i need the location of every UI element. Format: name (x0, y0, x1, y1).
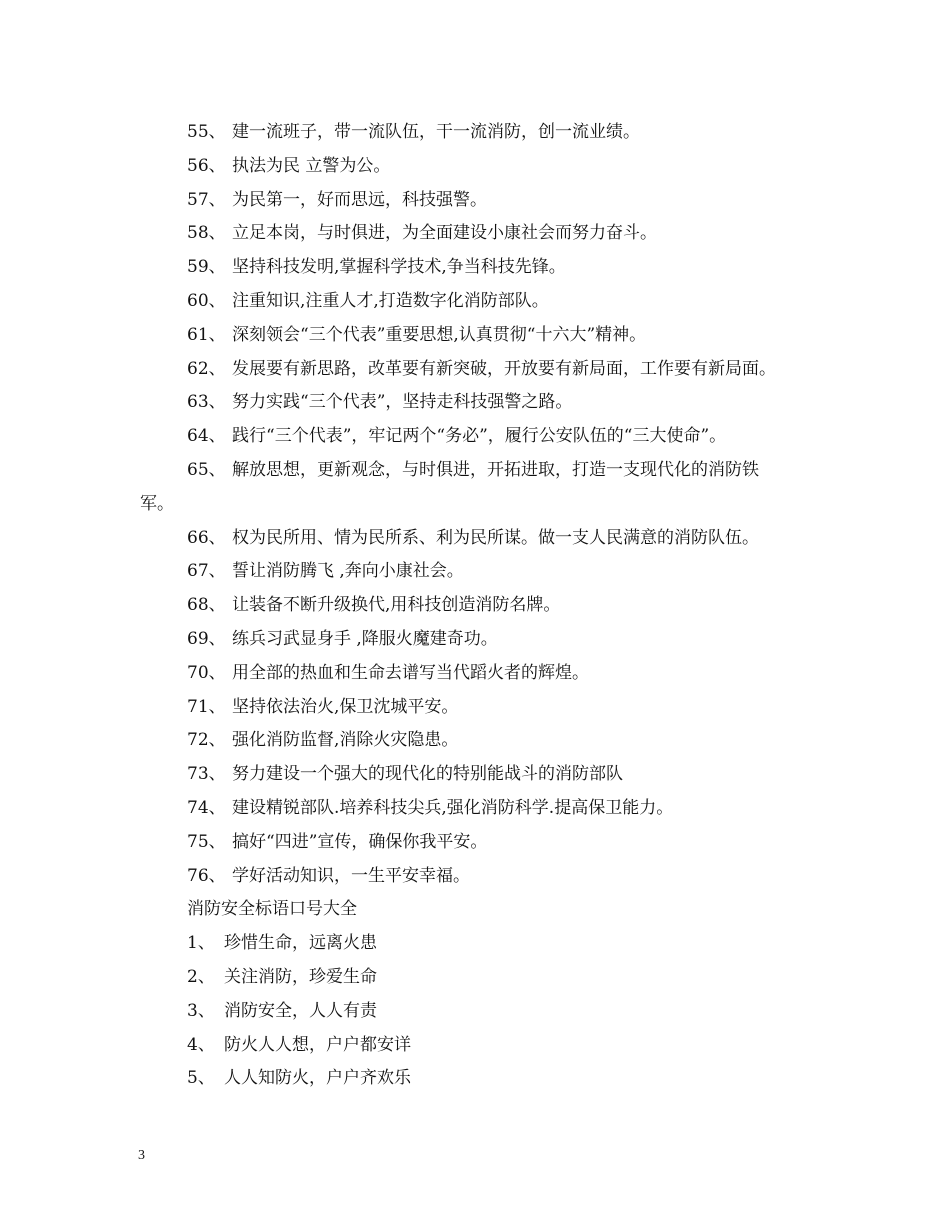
item-number: 59、 (187, 257, 226, 278)
list-item (140, 150, 830, 184)
item-text: 消防安全，人人有责 (224, 1000, 377, 1021)
item-text: 让装备不断升级换代,用科技创造消防名牌。 (232, 595, 561, 616)
list-item (140, 420, 830, 454)
item-number: 4、 (187, 1034, 215, 1055)
list-item (140, 792, 830, 826)
item-number: 75、 (187, 831, 226, 852)
item-text: 执法为民 立警为公。 (232, 155, 391, 176)
list-item (140, 319, 830, 353)
item-text: 强化消防监督,消除火灾隐患。 (232, 730, 459, 751)
item-text: 搞好“四进”宣传，确保你我平安。 (232, 831, 488, 852)
item-text: 深刻领会“三个代表”重要思想,认真贯彻“十六大”精神。 (232, 324, 647, 345)
item-text: 关注消防，珍爱生命 (224, 966, 377, 987)
section-heading: 消防安全标语口号大全 (187, 899, 357, 920)
item-text: 防火人人想，户户都安详 (224, 1034, 411, 1055)
item-text: 人人知防火，户户齐欢乐 (224, 1068, 411, 1089)
list-item (140, 623, 830, 657)
item-text: 珍惜生命，远离火患 (224, 933, 377, 954)
list-item (140, 826, 830, 860)
item-number: 71、 (187, 696, 226, 717)
item-text: 为民第一，好而思远，科技强警。 (232, 189, 487, 210)
item-number: 62、 (187, 358, 226, 379)
item-text: 解放思想，更新观念，与时俱进，开拓进取，打造一支现代化的消防铁 (232, 459, 759, 480)
item-number: 63、 (187, 392, 226, 413)
item-text: 建设精锐部队.培养科技尖兵,强化消防科学.提高保卫能力。 (232, 797, 674, 818)
list-item (140, 522, 830, 556)
item-text: 立足本岗，与时俱进，为全面建设小康社会而努力奋斗。 (232, 223, 657, 244)
item-number: 1、 (187, 933, 215, 954)
list-item (140, 927, 830, 961)
item-number: 68、 (187, 595, 226, 616)
item-number: 5、 (187, 1068, 215, 1089)
item-text: 用全部的热血和生命去谱写当代蹈火者的辉煌。 (232, 662, 589, 683)
item-number: 67、 (187, 561, 226, 582)
list-item (140, 758, 830, 792)
item-text: 学好活动知识，一生平安幸福。 (232, 865, 470, 886)
item-number: 72、 (187, 730, 226, 751)
item-number: 56、 (187, 155, 226, 176)
page-content (140, 116, 830, 1096)
item-text: 誓让消防腾飞 ,奔向小康社会。 (232, 561, 464, 582)
list-item (140, 860, 830, 894)
item-number: 64、 (187, 426, 226, 447)
item-text: 注重知识,注重人才,打造数字化消防部队。 (232, 290, 549, 311)
item-number: 60、 (187, 290, 226, 311)
list-item (140, 589, 830, 623)
list-item (140, 1062, 830, 1096)
item-number: 61、 (187, 324, 226, 345)
list-item (140, 454, 830, 488)
list-item (140, 724, 830, 758)
list-item (140, 353, 830, 387)
item-number: 3、 (187, 1000, 215, 1021)
list-item (140, 691, 830, 725)
list-item (140, 961, 830, 995)
list-item (140, 217, 830, 251)
item-text: 践行“三个代表”，牢记两个“务必”，履行公安队伍的“三大使命”。 (232, 426, 727, 447)
list-item (140, 386, 830, 420)
item-number: 66、 (187, 527, 226, 548)
item-number: 76、 (187, 865, 226, 886)
item-text: 努力实践“三个代表”，坚持走科技强警之路。 (232, 392, 573, 413)
item-text: 坚持科技发明,掌握科学技术,争当科技先锋。 (232, 257, 566, 278)
item-number: 73、 (187, 764, 226, 785)
item-text: 坚持依法治火,保卫沈城平安。 (232, 696, 459, 717)
list-item (140, 555, 830, 589)
item-number: 58、 (187, 223, 226, 244)
item-number: 55、 (187, 122, 226, 142)
list-item (140, 251, 830, 285)
list-item (140, 995, 830, 1029)
list-item (140, 657, 830, 691)
item-text: 练兵习武显身手 ,降服火魔建奇功。 (232, 628, 498, 649)
item-number: 69、 (187, 628, 226, 649)
item-number: 2、 (187, 966, 215, 987)
list-item (140, 1029, 830, 1063)
item-number: 74、 (187, 797, 226, 818)
page-number: 3 (138, 1148, 145, 1163)
list-item (140, 184, 830, 218)
item-text: 发展要有新思路，改革要有新突破，开放要有新局面，工作要有新局面。 (232, 358, 776, 379)
item-number: 65、 (187, 459, 226, 480)
list-item (140, 285, 830, 319)
item-text: 建一流班子，带一流队伍，干一流消防，创一流业绩。 (232, 122, 640, 142)
list-item-continuation: 军。 (140, 493, 174, 514)
item-text: 努力建设一个强大的现代化的特别能战斗的消防部队 (232, 764, 623, 785)
item-text: 权为民所用、情为民所系、利为民所谋。做一支人民满意的消防队伍。 (232, 527, 759, 548)
list-item (140, 116, 830, 150)
item-number: 57、 (187, 189, 226, 210)
item-number: 70、 (187, 662, 226, 683)
